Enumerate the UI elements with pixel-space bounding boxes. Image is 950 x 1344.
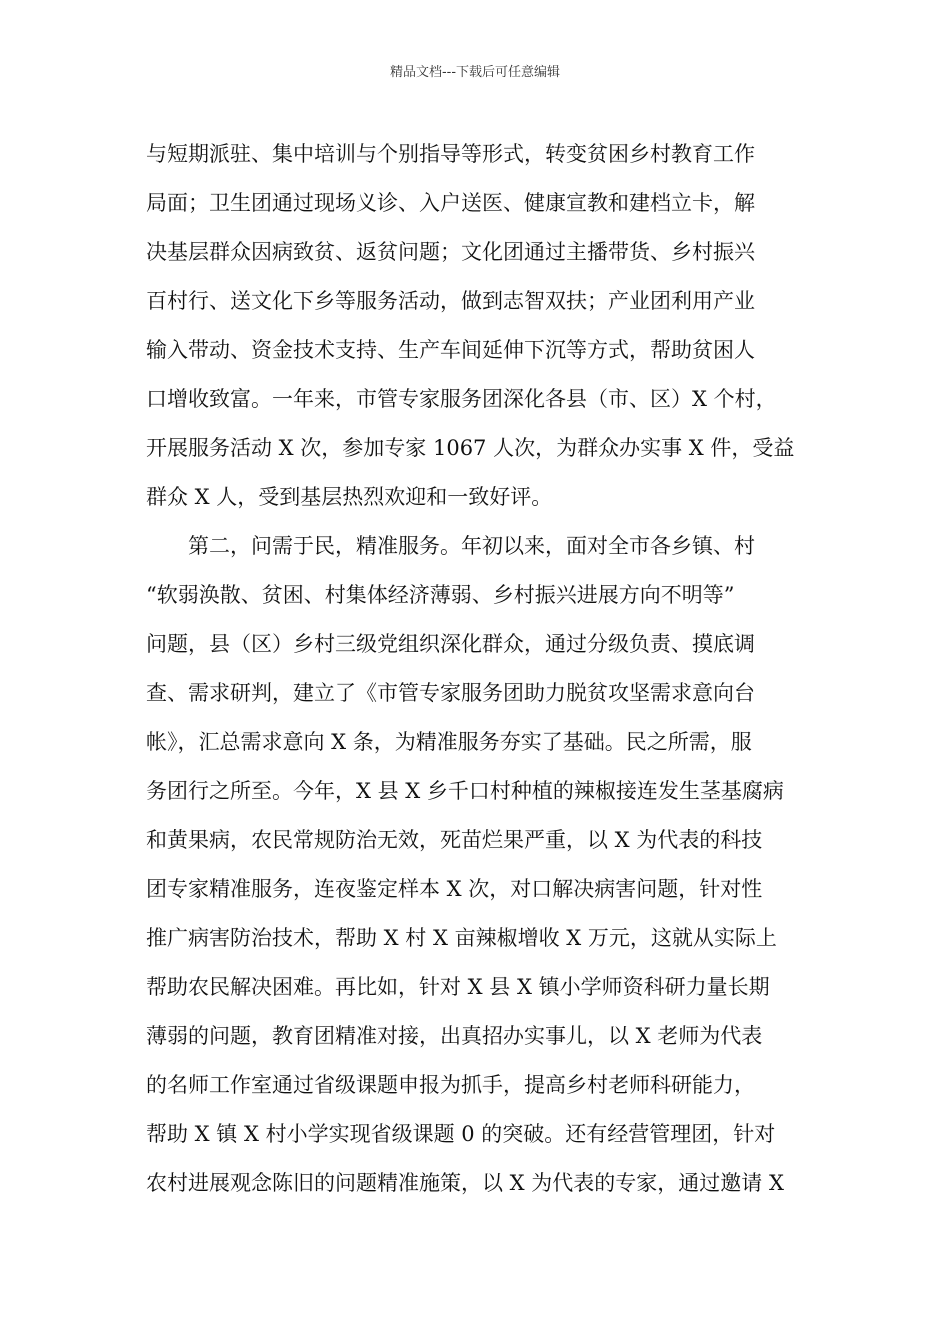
- page-header: 精品文档---下载后可任意编辑: [389, 65, 561, 80]
- text-line: 帐》，汇总需求意向 X 条，为精准服务夯实了基础。民之所需，服: [146, 730, 752, 754]
- text-line: 务团行之所至。今年，X 县 X 乡千口村种植的辣椒接连发生茎基腐病: [146, 779, 784, 803]
- text-line: 口增收致富。一年来，市管专家服务团深化各县（市、区）X 个村，: [146, 387, 777, 411]
- text-line: 局面；卫生团通过现场义诊、入户送医、健康宣教和建档立卡，解: [146, 191, 755, 215]
- document-body: [146, 130, 810, 1208]
- text-line: 问题，县（区）乡村三级党组织深化群众，通过分级负责、摸底调: [146, 632, 755, 656]
- paragraph-2: [146, 522, 810, 1208]
- text-line: 薄弱的问题，教育团精准对接，出真招办实事儿，以 X 老师为代表: [146, 1024, 763, 1048]
- text-line: 群众 X 人，受到基层热烈欢迎和一致好评。: [146, 485, 553, 509]
- text-line: 的名师工作室通过省级课题申报为抓手，提高乡村老师科研能力，: [146, 1073, 755, 1097]
- text-line: 决基层群众因病致贫、返贫问题；文化团通过主播带货、乡村振兴: [146, 240, 755, 264]
- text-line: 帮助 X 镇 X 村小学实现省级课题 0 的突破。还有经营管理团，针对: [146, 1122, 776, 1146]
- paragraph-1: [146, 130, 810, 522]
- text-line: 百村行、送文化下乡等服务活动，做到志智双扶；产业团利用产业: [146, 289, 755, 313]
- text-line: 与短期派驻、集中培训与个别指导等形式，转变贫困乡村教育工作: [146, 142, 755, 166]
- text-line: 查、需求研判，建立了《市管专家服务团助力脱贫攻坚需求意向台: [146, 681, 755, 705]
- text-line: “软弱涣散、贫困、村集体经济薄弱、乡村振兴进展方向不明等”: [146, 583, 735, 607]
- text-line: 农村进展观念陈旧的问题精准施策，以 X 为代表的专家，通过邀请 X: [146, 1171, 784, 1195]
- text-line: 输入带动、资金技术支持、生产车间延伸下沉等方式，帮助贫困人: [146, 338, 755, 362]
- text-line: 团专家精准服务，连夜鉴定样本 X 次，对口解决病害问题，针对性: [146, 877, 763, 901]
- text-line: 开展服务活动 X 次，参加专家 1067 人次，为群众办实事 X 件，受益: [146, 436, 795, 460]
- text-line: 和黄果病，农民常规防治无效，死苗烂果严重，以 X 为代表的科技: [146, 828, 763, 852]
- text-line: 帮助农民解决困难。再比如，针对 X 县 X 镇小学师资科研力量长期: [146, 975, 770, 999]
- text-line: 第二，问需于民，精准服务。年初以来，面对全市各乡镇、村: [188, 534, 755, 558]
- text-line: 推广病害防治技术，帮助 X 村 X 亩辣椒增收 X 万元，这就从实际上: [146, 926, 777, 950]
